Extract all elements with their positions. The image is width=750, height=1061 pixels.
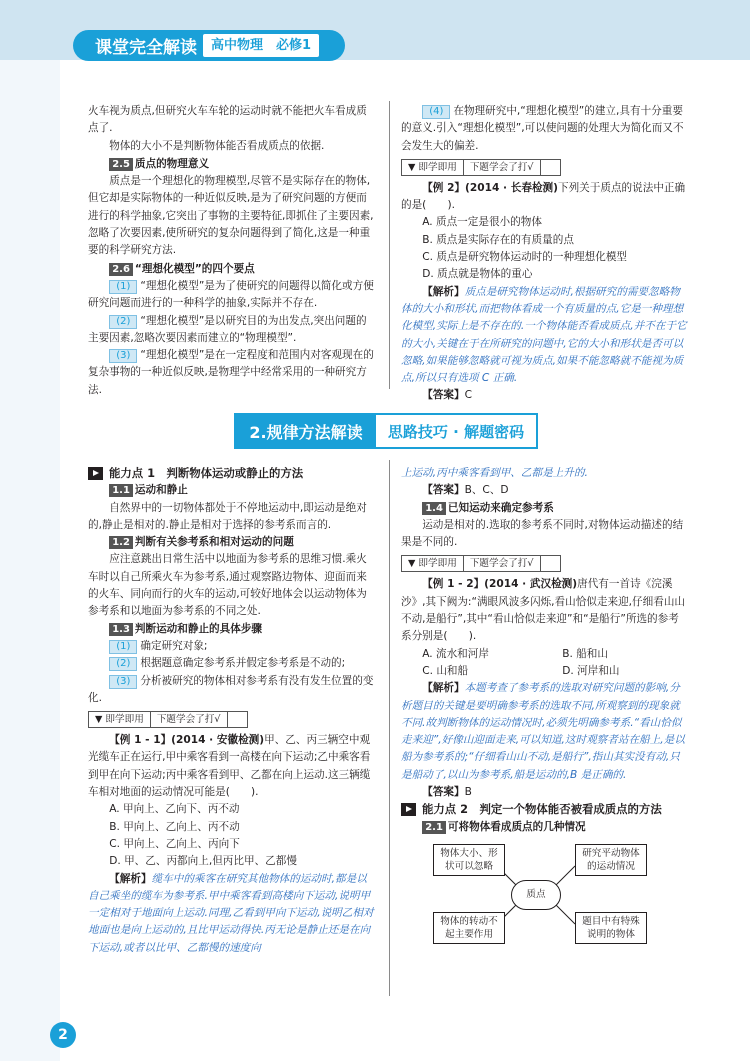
item-text: 分析被研究的物体相对参考系有没有发生位置的变化. <box>88 674 374 704</box>
analysis-continued: 上运动,丙中乘客看到甲、乙都是上升的. <box>401 467 588 479</box>
option: A. 流水和河岸 <box>422 647 489 660</box>
item-text: “理想化模型”是以研究目的为出发点,突出问题的主要因素,忽略次要因素而建立的“物理模型”. <box>88 314 367 344</box>
list-item <box>88 673 376 708</box>
option: B. 质点是实际存在的有质量的点 <box>422 233 574 246</box>
top-left-column <box>88 103 376 399</box>
play-triangle-icon <box>88 467 103 480</box>
diagram-node-bottom-right: 题目中有特殊说明的物体 <box>575 912 647 944</box>
play-triangle-icon <box>401 803 416 816</box>
option: A. 甲向上、乙向下、丙不动 <box>109 803 240 816</box>
example-text: 唐代有一首诗《浣溪沙》,其下阙为:“满眼风波多闪烁,看山恰似走来迎,仔细看山山不动,是船行”,其中“看山恰似走来迎”和“是船行”所选的参考系分别是( ). <box>401 578 686 643</box>
paragraph: 物体的大小不是判断物体能否看成质点的依据. <box>109 139 325 152</box>
diagram-node-center: 质点 <box>511 880 561 910</box>
option: D. 河岸和山 <box>562 664 620 677</box>
bottom-right-column <box>401 465 687 950</box>
item-text: 在物理研究中,“理想化模型”的建立,具有十分重要的意义.引入“理想化模型”,可以使问题的处理大为简化而又不会发生大的偏差. <box>401 105 684 152</box>
answer-value: B <box>464 786 472 799</box>
practice-answer-prompt: 下题学会了打√ <box>151 711 228 728</box>
banner-subtitle: 思路技巧 · 解题密码 <box>387 422 525 441</box>
practice-label: ▼ 即学即用 <box>401 159 464 176</box>
ability-title: 能力点 1 判断物体运动或静止的方法 <box>109 466 304 480</box>
answer-label: 【答案】 <box>422 786 465 799</box>
book-title: 课堂完全解读 <box>95 38 197 58</box>
item-text: “理想化模型”是在一定程度和范围内对客观现在的复杂事物的一种近似反映,是物理学中经常采用的一种研究方法. <box>88 349 374 396</box>
practice-answer-prompt: 下题学会了打√ <box>464 555 541 572</box>
answer <box>401 482 687 499</box>
option-row <box>401 663 687 680</box>
section-number: 1.4 <box>422 502 446 515</box>
item-tag: (1) <box>109 280 137 294</box>
paragraph: 火车视为质点,但研究火车车轮的运动时就不能把火车看成质点了. <box>88 105 367 135</box>
section-number: 1.2 <box>109 536 133 549</box>
answer-label: 【答案】 <box>422 389 465 402</box>
section-title: 已知运动来确定参考系 <box>447 501 554 514</box>
option: C. 山和船 <box>422 664 469 677</box>
header-pill <box>73 30 345 61</box>
item-tag: (4) <box>422 105 450 119</box>
practice-checkbox[interactable] <box>541 159 561 176</box>
paragraph: 质点是一个理想化的物理模型,尽管不是实际存在的物体,但它却是实际物体的一种近似反映,是为了研究问题的方便而进行的科学抽象,它突出了事物的主要特征,即抓住了主要因素,忽略了次要因素,使所研究的复杂问题得到了简化,这是一种重要的科学研究方法. <box>88 175 374 257</box>
column-divider-bottom <box>389 460 390 996</box>
item-tag: (3) <box>109 349 137 363</box>
list-item <box>401 103 687 155</box>
item-text: 确定研究对象; <box>140 639 208 652</box>
section-heading <box>88 534 376 551</box>
list-item <box>88 655 376 672</box>
analysis <box>401 680 687 784</box>
section-number: 2.1 <box>422 821 446 834</box>
paragraph: 自然界中的一切物体都处于不停地运动中,即运动是绝对的,静止是相对的.静止是相对于选择的参考系而言的. <box>88 501 367 531</box>
list-item <box>88 278 376 313</box>
option: C. 甲向上、乙向上、丙向下 <box>109 837 240 850</box>
diagram-node-top-right: 研究平动物体的运动情况 <box>575 844 647 876</box>
ability-title: 能力点 2 判定一个物体能否被看成质点的方法 <box>422 802 662 817</box>
example-question <box>88 732 376 801</box>
subject-label: 高中物理 必修1 <box>203 34 319 57</box>
practice-checkbox[interactable] <box>541 555 561 572</box>
diagram-node-bottom-left: 物体的转动不起主要作用 <box>433 912 505 944</box>
item-tag: (1) <box>109 640 137 654</box>
example-question <box>401 180 687 215</box>
item-text: “理想化模型”是为了使研究的问题得以简化或方便研究问题而进行的一种科学的抽象,实际并不存在. <box>88 279 374 310</box>
section-heading <box>401 500 687 517</box>
analysis-label: 【解析】 <box>109 872 152 885</box>
section-title: 判断有关参考系和相对运动的问题 <box>134 536 294 549</box>
answer-value: C <box>464 389 472 402</box>
example-label: 【例 1 - 1】(2014 · 安徽检测) <box>109 734 265 747</box>
bottom-left-column <box>88 465 376 957</box>
left-margin-strip <box>0 60 60 1061</box>
example-question <box>401 576 687 645</box>
example-label: 【例 1 - 2】(2014 · 武汉检测) <box>422 578 578 591</box>
section-heading <box>88 482 376 499</box>
section-heading <box>401 819 687 836</box>
section-heading <box>88 621 376 638</box>
practice-answer-prompt: 下题学会了打√ <box>464 159 541 176</box>
page-number: 2 <box>50 1022 76 1048</box>
item-tag: (3) <box>109 675 137 689</box>
analysis-label: 【解析】 <box>422 682 465 695</box>
paragraph: 应注意跳出日常生活中以地面为参考系的思维习惯.乘火车时以自己所乘火车为参考系,通过观察路边物体、迎面而来的火车、同向而行的火车的运动,可较好地体会以运动物体为参考系和以地面为参考系的不同之处. <box>88 553 367 618</box>
ability-heading <box>401 801 687 818</box>
section-number: 2.5 <box>109 158 133 171</box>
practice-label: ▼ 即学即用 <box>88 711 151 728</box>
option: A. 质点一定是很小的物体 <box>422 216 542 229</box>
section-title: “理想化模型”的四个要点 <box>134 262 255 275</box>
top-right-column <box>401 103 687 405</box>
analysis-text: 本题考查了参考系的选取对研究问题的影响,分析题目的关键是要明确参考系的选取不同,所观察到的现象就不同.故判断物体的运动情况时,必须先明确参考系.“看山恰似走来迎”,好像山迎面走来,可以知道,这时观察者站在船上,是以船为参考系的;“仔细看山山不动,是船行”,指山其实没有动,只是船动了,以山为参考系,船是运动的,B 是正确的. <box>401 682 685 781</box>
option: C. 质点是研究物体运动时的一种理想化模型 <box>422 251 628 264</box>
answer <box>401 387 687 404</box>
list-item <box>88 347 376 399</box>
analysis-text: 质点是研究物体运动时,根据研究的需要忽略物体的大小和形状,而把物体看成一个有质量的点,它是一种理想化模型,实际上是不存在的.一个物体能否看成质点,并不在于它的大小,关键在于在所研究的问题中,它的大小和形状是否可以忽略,如果能够忽略就可视为质点,如果不能忽略就不能视为质点,所以只有选项 C 正确. <box>401 285 687 385</box>
ability-heading <box>88 465 376 482</box>
paragraph: 运动是相对的.选取的参考系不同时,对物体运动描述的结果是不同的. <box>401 518 684 549</box>
analysis-label: 【解析】 <box>422 285 465 298</box>
analysis <box>88 871 376 957</box>
list-item <box>88 638 376 655</box>
item-tag: (2) <box>109 657 137 671</box>
section-number: 1.3 <box>109 623 133 636</box>
item-text: 根据题意确定参考系并假定参考系是不动的; <box>140 657 346 670</box>
analysis-text: 缆车中的乘客在研究其他物体的运动时,都是以自己乘坐的缆车为参考系.甲中乘客看到高楼向下运动,说明甲一定相对于地面向上运动.同理,乙看到甲向下运动,说明乙相对地面也是向上运动的,且比甲运动得快.丙无论是静止还是在向下运动,或者以比甲、乙都慢的速度向 <box>88 872 374 954</box>
option: D. 质点就是物体的重心 <box>422 268 533 281</box>
section-title: 判断运动和静止的具体步骤 <box>134 622 263 635</box>
section-title: 可将物体看成质点的几种情况 <box>447 820 586 833</box>
concept-diagram <box>401 840 687 950</box>
option: D. 甲、乙、丙都向上,但丙比甲、乙都慢 <box>109 855 297 868</box>
practice-checkbox[interactable] <box>228 711 248 728</box>
practice-label: ▼ 即学即用 <box>401 555 464 572</box>
banner-title: 2.规律方法解读 <box>236 415 376 447</box>
section-banner <box>234 413 538 449</box>
column-divider-top <box>389 101 390 389</box>
example-label: 【例 2】(2014 · 长春检测) <box>422 181 558 194</box>
answer-value: B、C、D <box>464 484 509 497</box>
practice-box <box>401 158 687 177</box>
section-title: 质点的物理意义 <box>134 157 210 170</box>
list-item <box>88 313 376 348</box>
answer <box>401 784 687 801</box>
option: B. 船和山 <box>562 647 608 660</box>
analysis <box>401 284 687 388</box>
option-row <box>401 646 687 663</box>
section-heading <box>88 156 376 173</box>
example-text: 甲、乙、丙三辆空中观光缆车正在运行,甲中乘客看到一高楼在向下运动;乙中乘客看到甲在向下运动;丙中乘客看到甲、乙都在向上运动.这三辆缆车相对地面的运动情况可能是( ). <box>88 734 371 799</box>
item-tag: (2) <box>109 315 137 329</box>
example-text: 下列关于质点的说法中正确的是( ). <box>401 181 686 212</box>
answer-label: 【答案】 <box>422 484 465 497</box>
section-title: 运动和静止 <box>134 484 188 497</box>
section-heading <box>88 261 376 278</box>
section-number: 1.1 <box>109 484 133 497</box>
diagram-node-top-left: 物体大小、形状可以忽略 <box>433 844 505 876</box>
section-number: 2.6 <box>109 263 133 276</box>
option: B. 甲向上、乙向上、丙不动 <box>109 820 240 833</box>
practice-box <box>88 710 376 729</box>
practice-box <box>401 554 687 573</box>
